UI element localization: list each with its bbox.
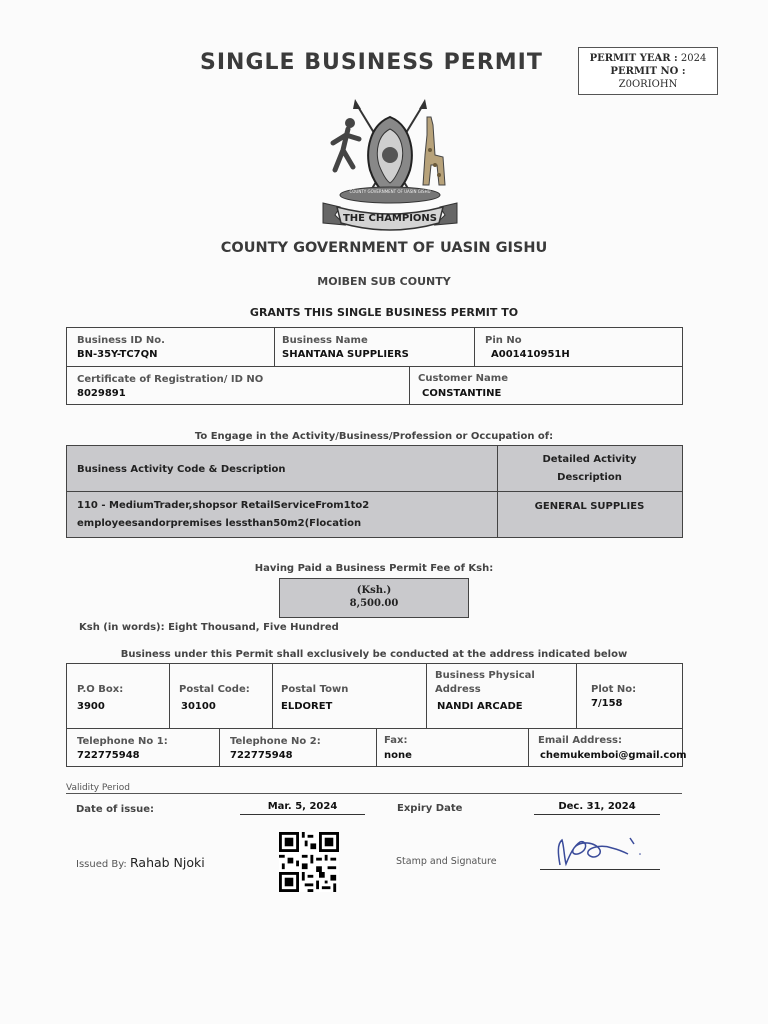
postal-town-label: Postal Town bbox=[281, 684, 349, 695]
expiry-date: Dec. 31, 2024 bbox=[558, 801, 636, 812]
issued-by-name: Rahab Njoki bbox=[130, 855, 205, 870]
fax: none bbox=[384, 750, 412, 761]
emblem-motto: THE CHAMPIONS bbox=[342, 213, 438, 224]
telephone2: 722775948 bbox=[230, 750, 293, 761]
sub-county: MOIBEN SUB COUNTY bbox=[317, 275, 451, 288]
business-details-table bbox=[66, 327, 683, 405]
validity-heading: Validity Period bbox=[66, 783, 130, 793]
activity-table bbox=[66, 445, 683, 538]
permit-year-label: PERMIT YEAR : bbox=[589, 53, 678, 64]
business-id-label: Business ID No. bbox=[77, 335, 165, 346]
activity-detail: GENERAL SUPPLIES bbox=[534, 501, 645, 512]
permit-no-label: PERMIT NO : bbox=[610, 66, 686, 77]
physical-address: NANDI ARCADE bbox=[437, 701, 523, 712]
email-label: Email Address: bbox=[538, 735, 623, 746]
postal-town: ELDORET bbox=[281, 701, 333, 712]
signature-icon bbox=[540, 832, 660, 872]
qr-code-icon bbox=[277, 832, 341, 892]
business-name: SHANTANA SUPPLIERS bbox=[282, 349, 409, 360]
telephone1: 722775948 bbox=[77, 750, 140, 761]
customer-name-label: Customer Name bbox=[418, 373, 508, 384]
customer-name: CONSTANTINE bbox=[422, 388, 502, 399]
telephone1-label: Telephone No 1: bbox=[77, 736, 168, 747]
stamp-signature-label: Stamp and Signature bbox=[396, 856, 497, 867]
plot-no: 7/158 bbox=[591, 698, 623, 709]
issue-date: Mar. 5, 2024 bbox=[267, 801, 338, 812]
expiry-date-label: Expiry Date bbox=[397, 803, 463, 814]
permit-year: 2024 bbox=[680, 53, 707, 64]
pin-label: Pin No bbox=[485, 335, 522, 346]
page-title: SINGLE BUSINESS PERMIT bbox=[200, 50, 543, 75]
business-name-label: Business Name bbox=[282, 335, 368, 346]
activity-code-line1: 110 - MediumTrader,shopsor RetailServiceFrom1to2 bbox=[77, 500, 370, 511]
plot-no-label: Plot No: bbox=[591, 684, 637, 695]
fee-words: Ksh (in words): Eight Thousand, Five Hundred bbox=[79, 622, 339, 633]
physical-address-label1: Business Physical bbox=[435, 670, 535, 681]
business-id: BN-35Y-TC7QN bbox=[77, 349, 158, 360]
detail-header-line1: Detailed Activity bbox=[542, 454, 637, 465]
activity-intro: To Engage in the Activity/Business/Profession or Occupation of: bbox=[194, 431, 554, 442]
issued-by-label: Issued By: bbox=[76, 859, 127, 870]
pin-no: A001410951H bbox=[491, 349, 570, 360]
fee-box bbox=[279, 578, 469, 618]
fee-amount: 8,500.00 bbox=[349, 598, 399, 609]
county-emblem-icon bbox=[315, 95, 465, 235]
fee-intro: Having Paid a Business Permit Fee of Ksh: bbox=[254, 563, 494, 574]
activity-code-line2: employeesandorpremises lessthan50m2(Flocation bbox=[77, 518, 362, 529]
issue-date-label: Date of issue: bbox=[76, 804, 155, 815]
postal-code: 30100 bbox=[181, 701, 216, 712]
postal-code-label: Postal Code: bbox=[179, 684, 250, 695]
po-box: 3900 bbox=[77, 701, 105, 712]
fax-label: Fax: bbox=[384, 735, 408, 746]
detail-header-line2: Description bbox=[557, 472, 622, 483]
emblem-ring-text: COUNTY GOVERNMENT OF UASIN GISHU bbox=[349, 189, 431, 194]
permit-info-box bbox=[578, 47, 718, 95]
activity-code-header: Business Activity Code & Description bbox=[77, 464, 286, 475]
address-intro: Business under this Permit shall exclusively be conducted at the address indicated below bbox=[120, 649, 628, 660]
permit-no: Z0ORIOHN bbox=[618, 79, 678, 90]
certificate-label: Certificate of Registration/ ID NO bbox=[77, 374, 264, 385]
fee-currency: (Ksh.) bbox=[356, 585, 392, 596]
physical-address-label2: Address bbox=[435, 684, 481, 695]
county-name: COUNTY GOVERNMENT OF UASIN GISHU bbox=[220, 240, 548, 256]
email-address: chemukemboi@gmail.com bbox=[540, 750, 687, 761]
issued-by bbox=[76, 855, 205, 870]
grants-heading: GRANTS THIS SINGLE BUSINESS PERMIT TO bbox=[249, 306, 519, 319]
telephone2-label: Telephone No 2: bbox=[230, 736, 321, 747]
address-table bbox=[66, 663, 687, 767]
po-box-label: P.O Box: bbox=[77, 684, 124, 695]
certificate-no: 8029891 bbox=[77, 388, 126, 399]
